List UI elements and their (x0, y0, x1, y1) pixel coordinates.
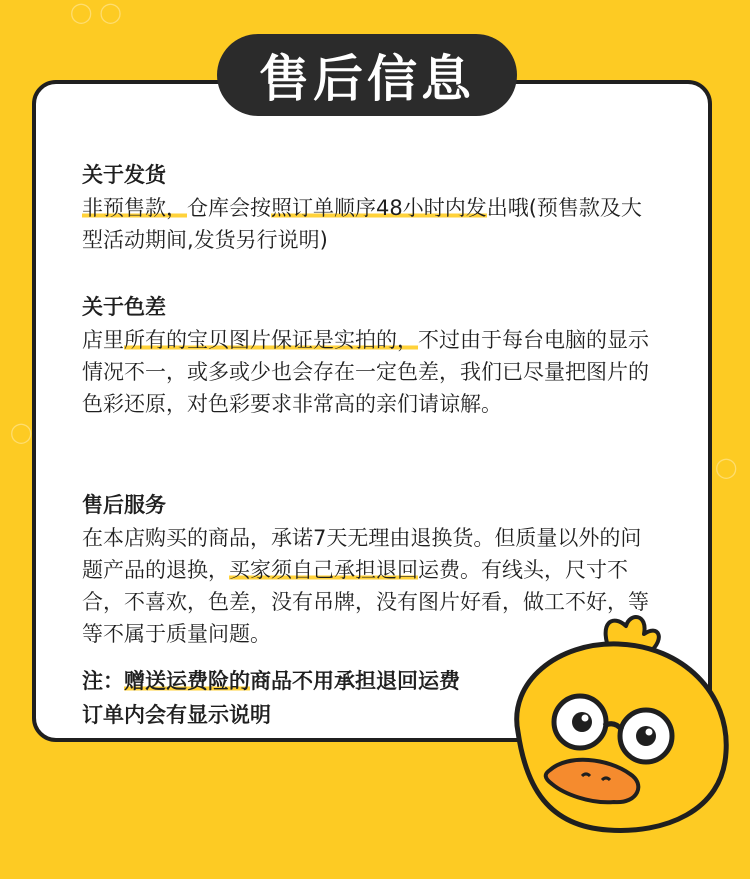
section-shipping (82, 158, 662, 256)
body-text: 仓库会按 (187, 196, 271, 220)
body-text: 出哦(预售款及大型活动期间,发货另行说明) (82, 196, 642, 252)
highlight-text: 买家须自己承担退回 (229, 558, 418, 582)
section-heading: 售后服务 (82, 493, 166, 517)
note-highlight: 赠送运费险的 (124, 669, 250, 693)
note-prefix: 注： (82, 669, 124, 693)
section-body (82, 324, 662, 420)
note-rest: 商品不用承担退回运费 (250, 669, 460, 693)
section-body (82, 192, 662, 256)
note-line-2: 订单内会有显示说明 (82, 703, 271, 727)
body-text: 不过由于每台电脑的显示情况不一，或多或少也会存在一定色差，我们已尽量把图片的色彩还原，对色彩要求非常高的亲们请谅解。 (82, 328, 649, 416)
body-text: 在本店购买的商品，承诺7天无理由退换货。但质量以外的问题产品的退换， (82, 526, 642, 582)
section-color-difference (82, 290, 662, 420)
section-heading: 关于色差 (82, 295, 166, 319)
watermark-decor: ◯ ◯ (70, 0, 122, 24)
watermark-decor: ◯ (715, 455, 738, 479)
body-text: 运费。有线头，尺寸不合，不喜欢，色差，没有吊牌，没有图片好看，做工不好，等等不属于质量问题。 (82, 558, 649, 646)
page-title-pill (217, 34, 517, 116)
body-text: 店里 (82, 328, 124, 352)
highlight-text: 非预售款， (82, 196, 187, 220)
watermark-decor: ◯ (10, 420, 33, 444)
section-heading: 关于发货 (82, 163, 166, 187)
highlight-text: 所有的宝贝图片保证是实拍的， (124, 328, 418, 352)
page-title: 售后信息 (259, 50, 475, 108)
note-line-1 (82, 664, 522, 698)
note-block (82, 664, 522, 732)
highlight-text: 照订单顺序48小时内发 (271, 196, 487, 220)
duck-mascot-icon (498, 612, 732, 834)
